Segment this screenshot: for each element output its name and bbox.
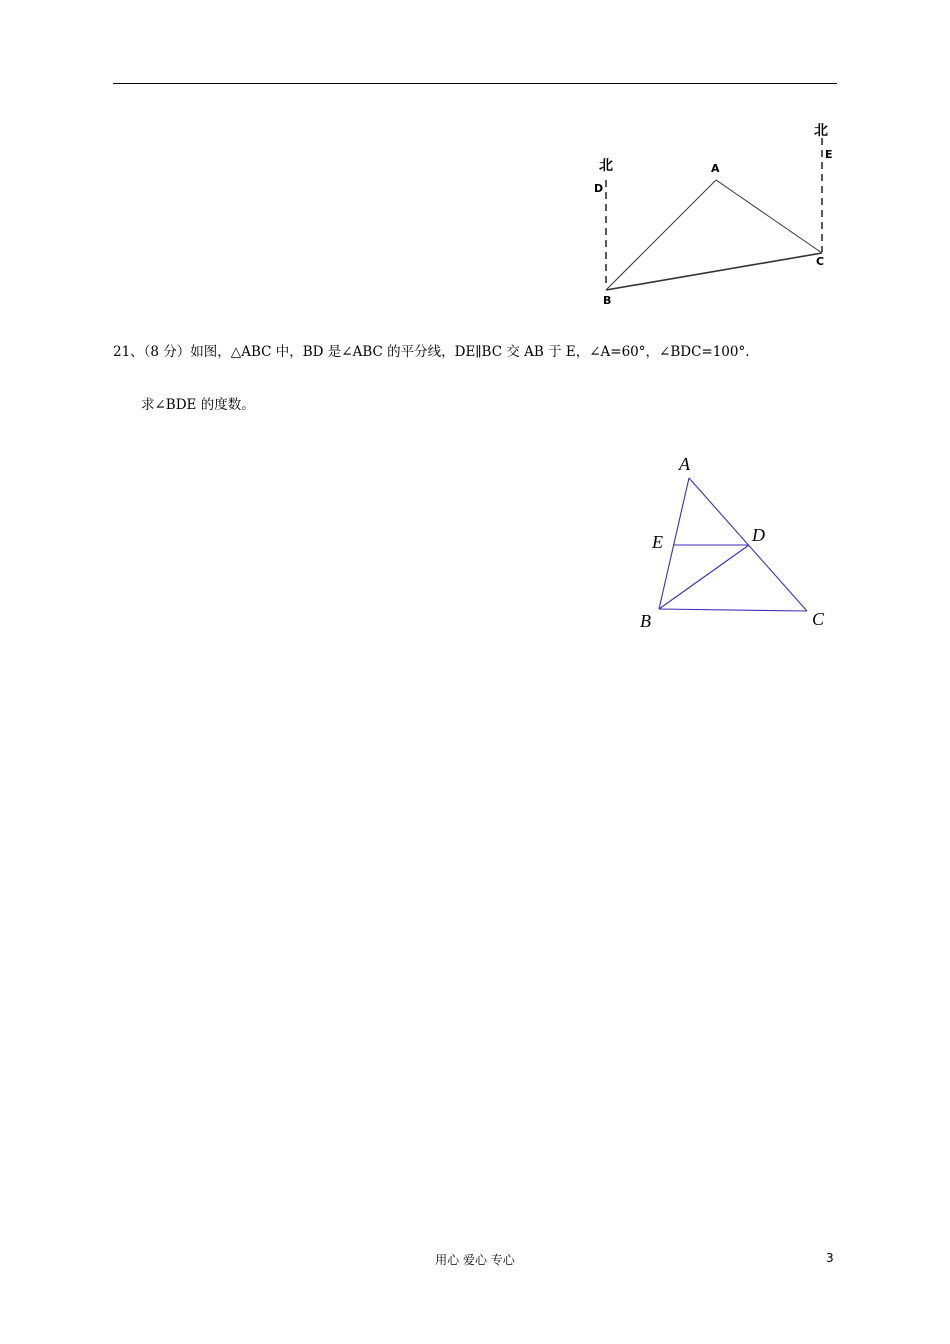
problem-statement: 21、（8 分）如图，△ABC 中，BD 是∠ABC 的平分线，DE∥BC 交 AB 于 E，∠A=60°，∠BDC=100°. (113, 344, 750, 360)
point-label-B: B (603, 294, 612, 307)
point-label-D: D (594, 182, 604, 195)
vertex-label-D: D (752, 525, 765, 545)
vertex-label-E: E (652, 532, 663, 552)
segment-BD (659, 545, 749, 609)
point-label-A: A (711, 162, 720, 175)
segment-BC (659, 609, 807, 611)
bearing-figure (570, 110, 850, 310)
segment-BC (606, 253, 825, 290)
point-label-E: E (825, 148, 833, 161)
north-label-left: 北 (599, 158, 613, 174)
footer-motto: 用心 爱心 专心 (435, 1253, 515, 1267)
vertex-label-C: C (812, 609, 825, 629)
segment-AB (659, 478, 689, 609)
point-label-C: C (816, 255, 825, 268)
header-rule (113, 83, 837, 84)
vertex-label-A: A (679, 454, 690, 474)
triangle-figure (630, 450, 840, 640)
page-number: 3 (826, 1251, 834, 1265)
segment-AC (716, 180, 822, 253)
vertex-label-B: B (640, 611, 651, 631)
north-label-right: 北 (814, 123, 828, 139)
problem-question: 求∠BDE 的度数。 (141, 397, 255, 413)
